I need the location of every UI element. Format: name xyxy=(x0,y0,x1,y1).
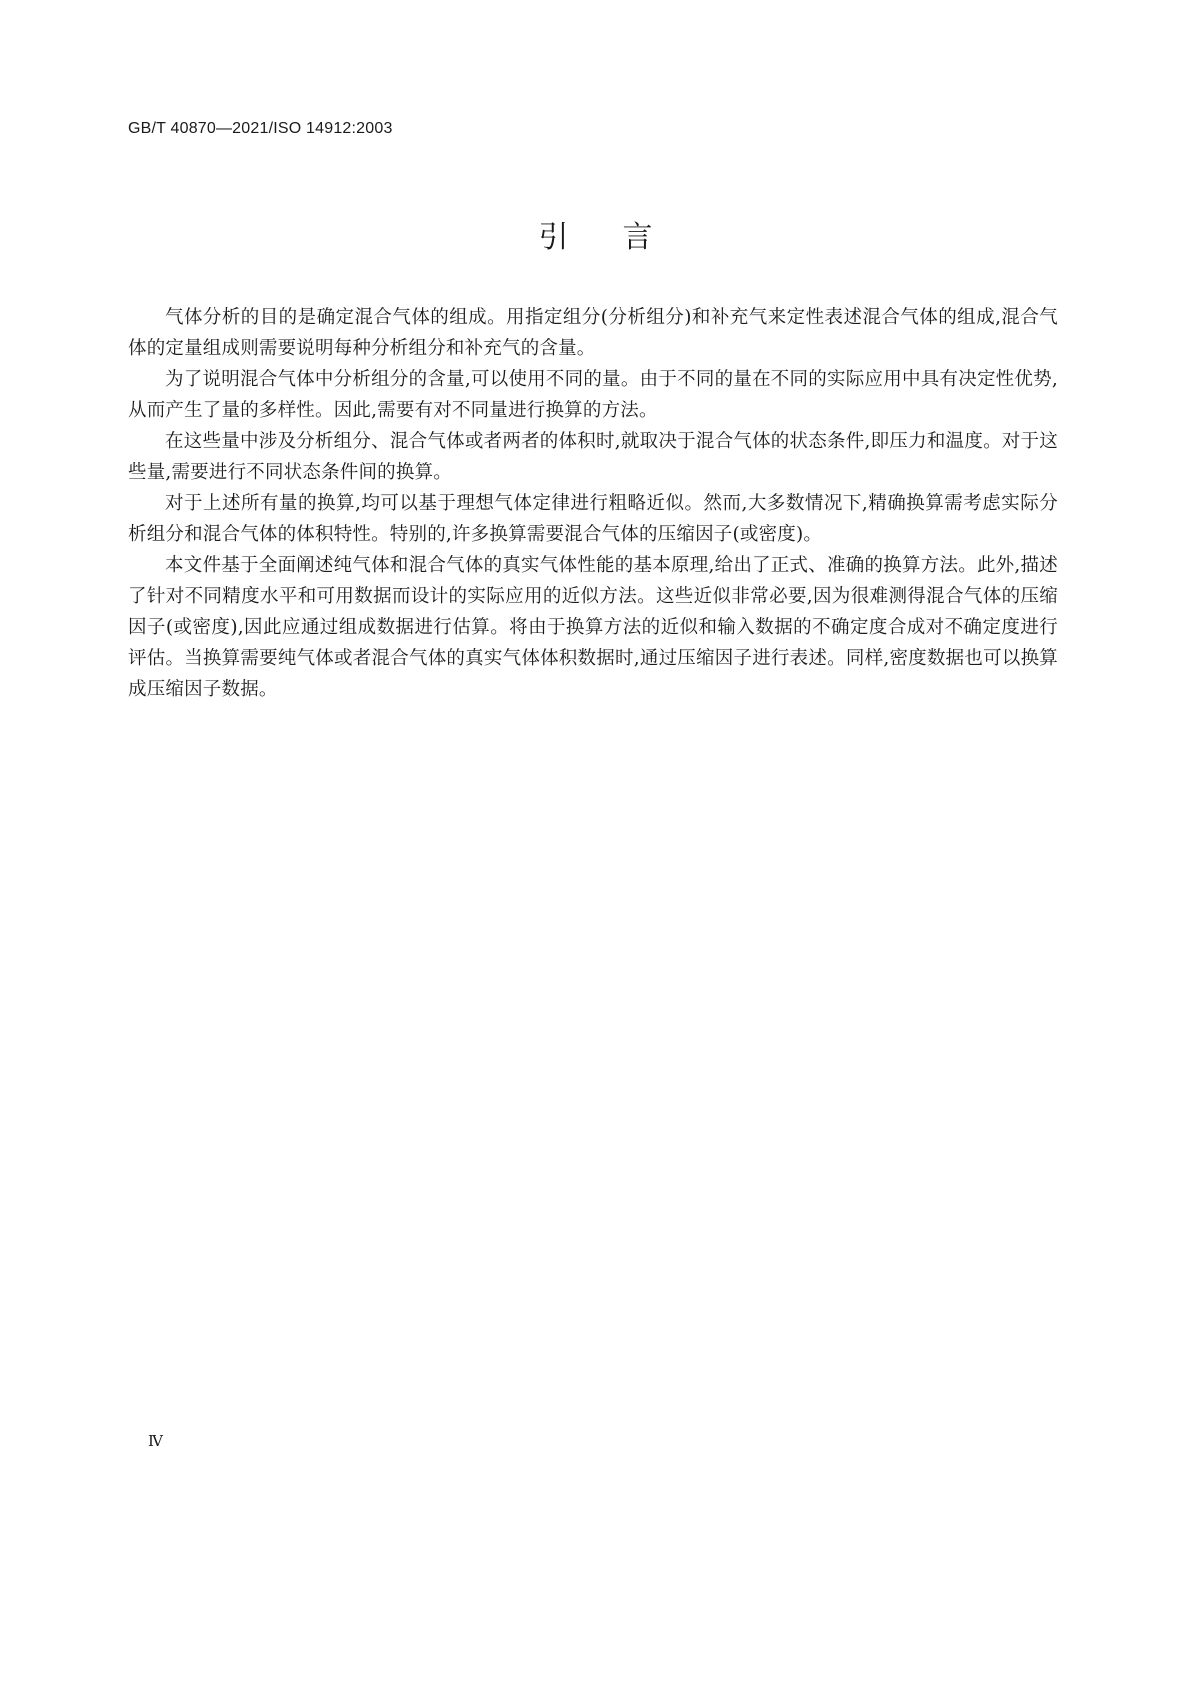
standard-header xyxy=(128,120,393,138)
document-body xyxy=(128,302,1058,705)
paragraph: 本文件基于全面阐述纯气体和混合气体的真实气体性能的基本原理,给出了正式、准确的换算方法。此外,描述了针对不同精度水平和可用数据而设计的实际应用的近似方法。这些近似非常必要,因为很难测得混合气体的压缩因子(或密度),因此应通过组成数据进行估算。将由于换算方法的近似和输入数据的不确定度合成对不确定度进行评估。当换算需要纯气体或者混合气体的真实气体体积数据时,通过压缩因子进行表述。同样,密度数据也可以换算成压缩因子数据。 xyxy=(128,555,1058,700)
page-number: Ⅳ xyxy=(148,1432,163,1450)
page-title: 引言 xyxy=(538,220,707,255)
paragraph: 在这些量中涉及分析组分、混合气体或者两者的体积时,就取决于混合气体的状态条件,即压力和温度。对于这些量,需要进行不同状态条件间的换算。 xyxy=(128,431,1058,483)
paragraph: 为了说明混合气体中分析组分的含量,可以使用不同的量。由于不同的量在不同的实际应用中具有决定性优势,从而产生了量的多样性。因此,需要有对不同量进行换算的方法。 xyxy=(128,369,1058,421)
paragraph: 对于上述所有量的换算,均可以基于理想气体定律进行粗略近似。然而,大多数情况下,精确换算需考虑实际分析组分和混合气体的体积特性。特别的,许多换算需要混合气体的压缩因子(或密度)。 xyxy=(128,493,1058,545)
standard-id: GB/T 40870—2021/ISO 14912:2003 xyxy=(128,120,393,137)
paragraph: 气体分析的目的是确定混合气体的组成。用指定组分(分析组分)和补充气来定性表述混合气体的组成,混合气体的定量组成则需要说明每种分析组分和补充气的含量。 xyxy=(128,307,1058,359)
